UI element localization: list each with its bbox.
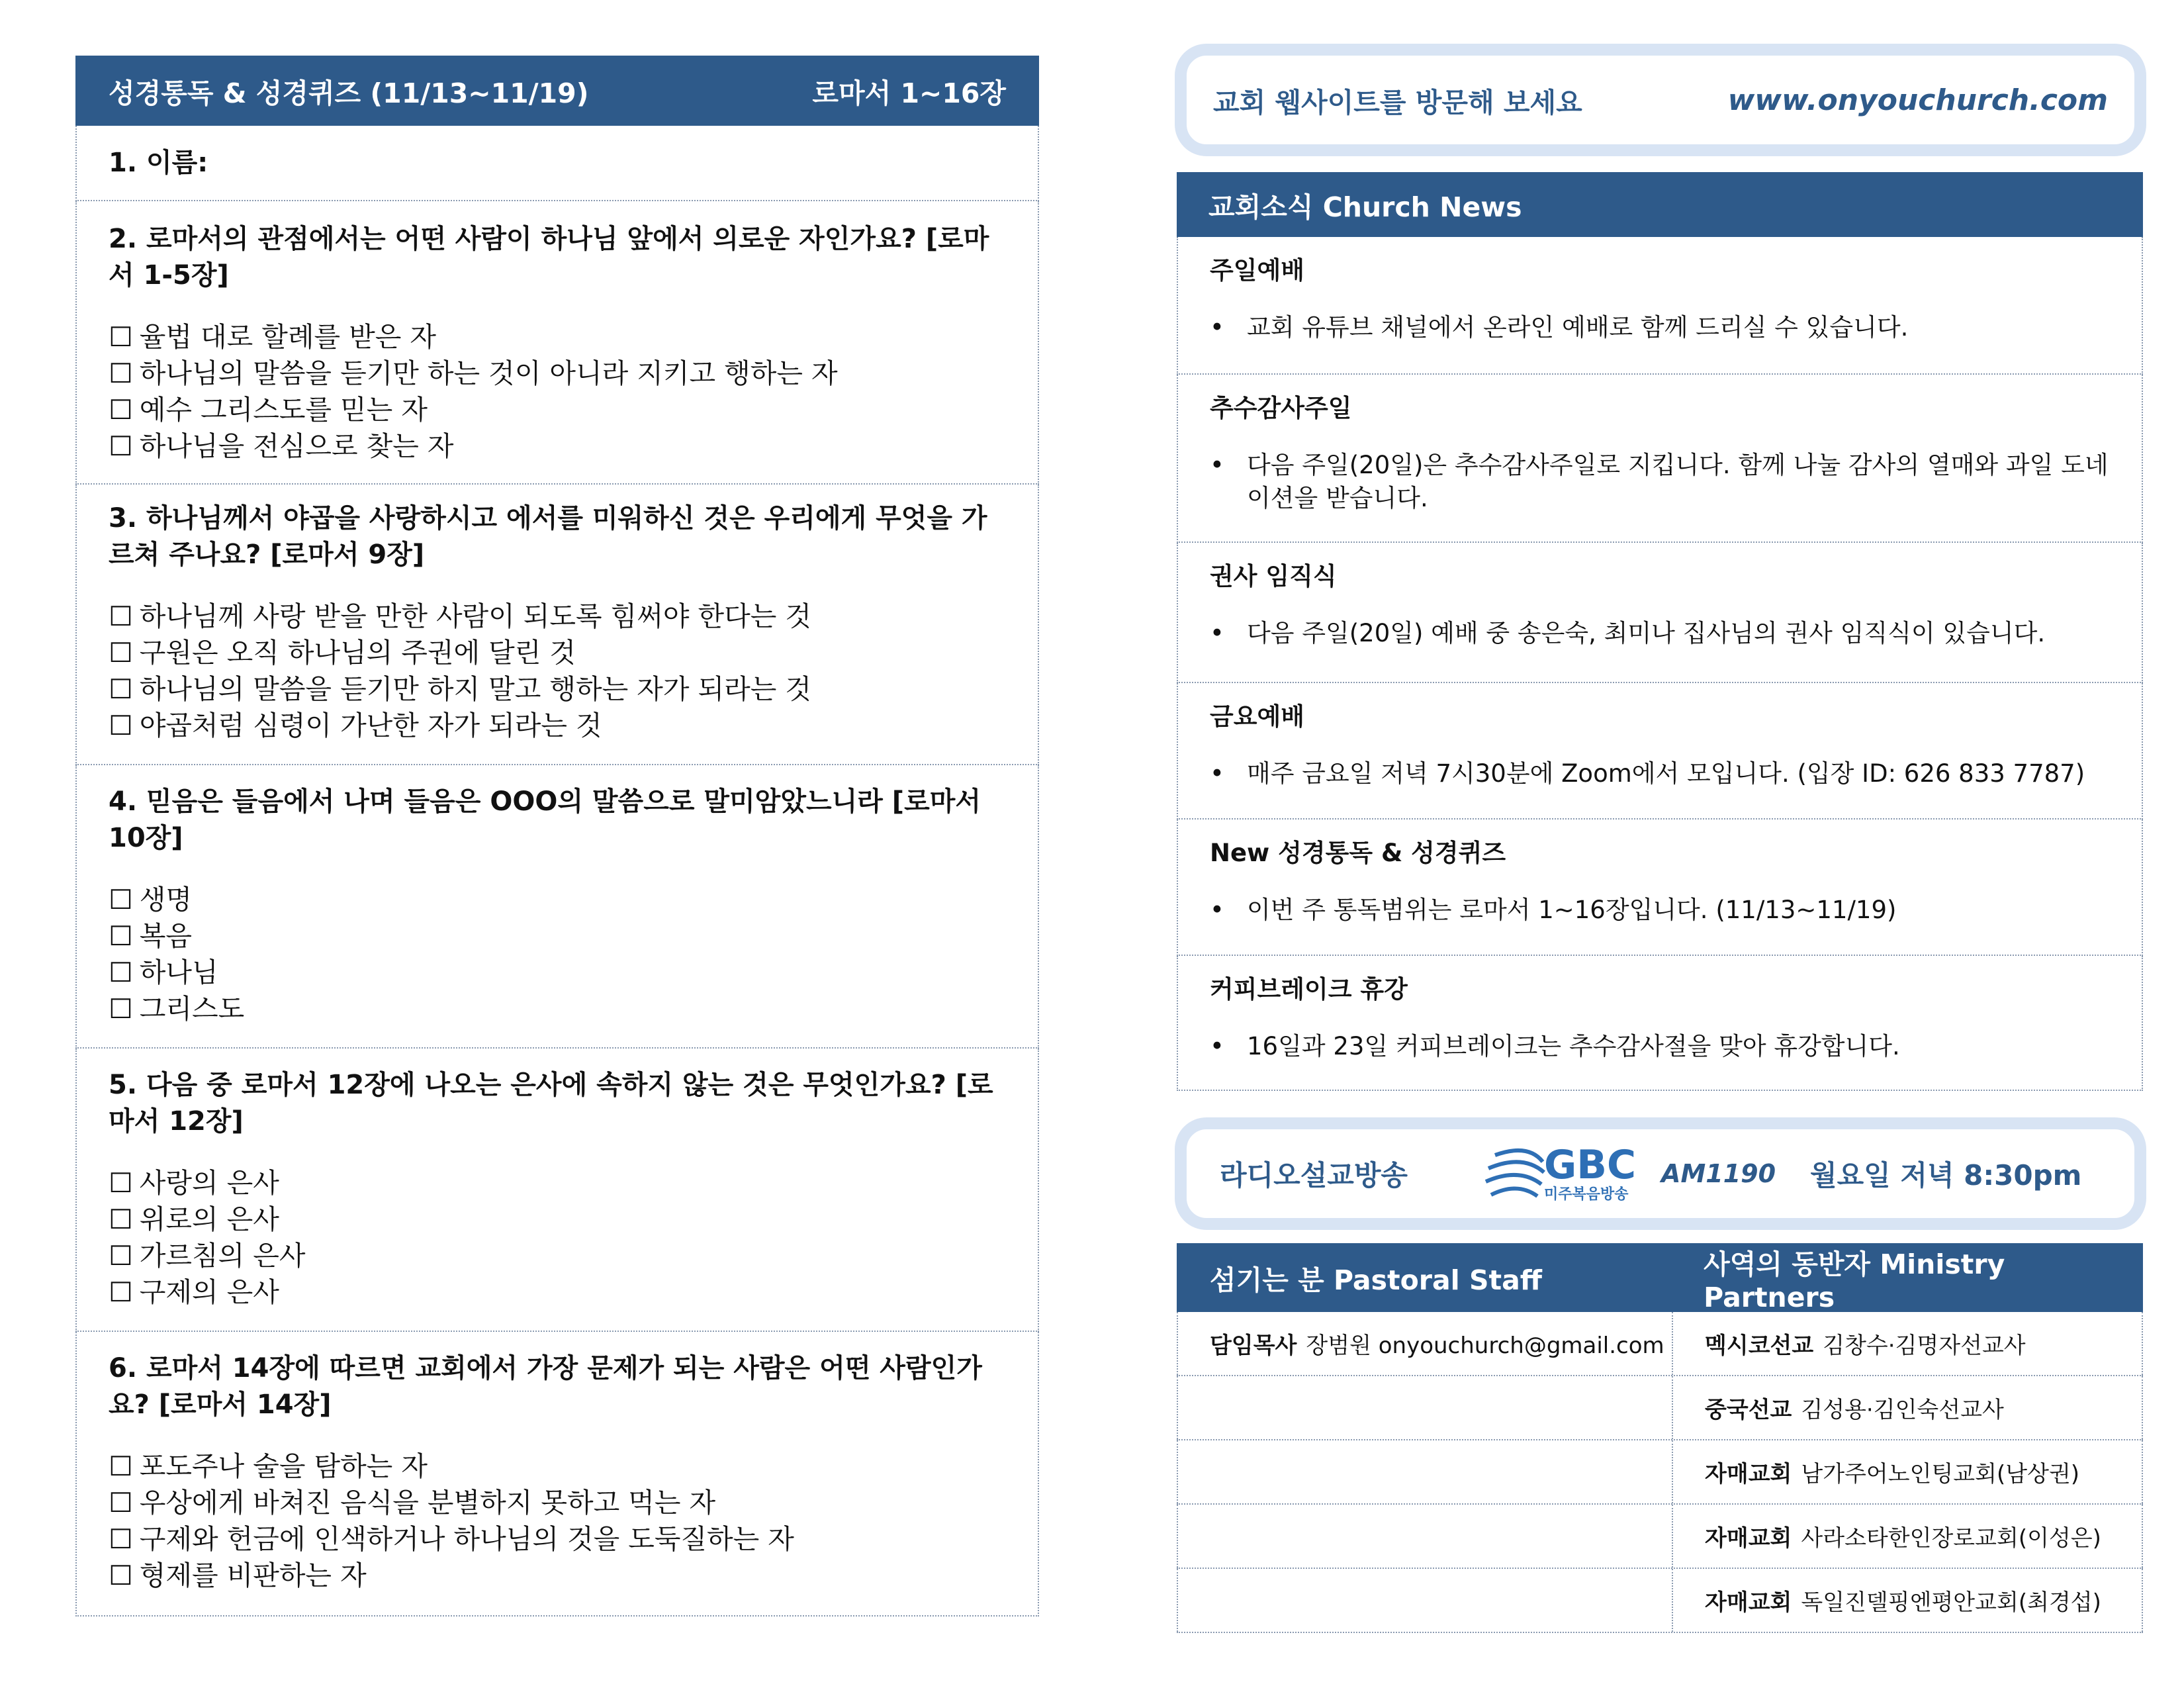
bullet-icon: • (1210, 313, 1224, 342)
quiz-option[interactable]: ☐ 포도주나 술을 탐하는 자 (109, 1450, 428, 1482)
checkbox-icon[interactable]: ☐ (109, 430, 133, 462)
news-item: • 다음 주일(20일)은 추수감사주일로 지킵니다. 함께 나눌 감사의 열매와 과일 도네이션을 받습니다. (1210, 449, 2110, 515)
checkbox-icon[interactable]: ☐ (109, 1523, 133, 1555)
news-section (1177, 543, 2143, 683)
checkbox-icon[interactable]: ☐ (109, 1450, 133, 1482)
partner-name: 김창수·김명자선교사 (1823, 1333, 2026, 1359)
quiz-option[interactable]: ☐ 하나님께 사랑 받을 만한 사람이 되도록 힘써야 한다는 것 (109, 600, 811, 632)
partner-role: 자매교회 (1705, 1461, 1792, 1487)
table-row (1177, 1505, 2143, 1569)
news-section-title: 권사 임직식 (1210, 562, 1337, 590)
staff-table (1177, 1243, 2143, 1633)
table-row (1177, 1569, 2143, 1633)
radio-time: 월요일 저녁 8:30pm (1810, 1159, 2082, 1192)
bullet-icon: • (1210, 1032, 1224, 1060)
quiz-option[interactable]: ☐ 야곱처럼 심령이 가난한 자가 되라는 것 (109, 710, 602, 741)
partner-name: 독일진델핑엔평안교회(최경섭) (1801, 1589, 2101, 1616)
quiz-option[interactable]: ☐ 복음 (109, 920, 192, 952)
checkbox-icon[interactable]: ☐ (109, 993, 133, 1025)
quiz-option[interactable]: ☐ 율법 대로 할례를 받은 자 (109, 321, 436, 353)
news-section (1177, 237, 2143, 375)
table-row (1177, 1312, 2143, 1376)
quiz-option[interactable]: ☐ 구제와 헌금에 인색하거나 하나님의 것을 도둑질하는 자 (109, 1523, 794, 1555)
news-item: • 매주 금요일 저녁 7시30분에 Zoom에서 모입니다. (입장 ID: 626 833 7787) (1210, 757, 2110, 790)
checkbox-icon[interactable]: ☐ (109, 1560, 133, 1591)
quiz-range: 로마서 1~16장 (812, 77, 1006, 109)
checkbox-icon[interactable]: ☐ (109, 600, 133, 632)
checkbox-icon[interactable]: ☐ (109, 1240, 133, 1272)
globe-swoosh-icon (1482, 1142, 1548, 1205)
quiz-option[interactable]: ☐ 우상에게 바쳐진 음식을 분별하지 못하고 먹는 자 (109, 1487, 716, 1519)
quiz-option[interactable]: ☐ 구제의 은사 (109, 1276, 279, 1308)
checkbox-icon[interactable]: ☐ (109, 884, 133, 915)
checkbox-icon[interactable]: ☐ (109, 1203, 133, 1235)
quiz-option[interactable]: ☐ 위로의 은사 (109, 1203, 279, 1235)
checkbox-icon[interactable]: ☐ (109, 357, 133, 389)
quiz-option[interactable]: ☐ 하나님을 전심으로 찾는 자 (109, 430, 454, 462)
news-section (1177, 683, 2143, 820)
table-row (1177, 1376, 2143, 1440)
quiz-name-row (75, 126, 1039, 201)
checkbox-icon[interactable]: ☐ (109, 710, 133, 741)
checkbox-icon[interactable]: ☐ (109, 1276, 133, 1308)
question-text: 3. 하나님께서 야곱을 사랑하시고 에서를 미워하신 것은 우리에게 무엇을 가르쳐 주나요? [로마서 9장] (109, 503, 987, 570)
quiz-option[interactable]: ☐ 사랑의 은사 (109, 1167, 279, 1199)
checkbox-icon[interactable]: ☐ (109, 1167, 133, 1199)
quiz-option[interactable]: ☐ 하나님의 말씀을 듣기만 하지 말고 행하는 자가 되라는 것 (109, 673, 811, 705)
quiz-question-6 (75, 1332, 1039, 1617)
checkbox-icon[interactable]: ☐ (109, 637, 133, 669)
quiz-option[interactable]: ☐ 가르침의 은사 (109, 1240, 306, 1272)
checkbox-icon[interactable]: ☐ (109, 321, 133, 353)
news-item: • 16일과 23일 커피브레이크는 추수감사절을 맞아 휴강합니다. (1210, 1030, 2110, 1063)
news-section-title: 금요예배 (1210, 702, 1304, 731)
bullet-icon: • (1210, 896, 1224, 924)
quiz-question-5 (75, 1049, 1039, 1332)
bullet-icon: • (1210, 759, 1224, 788)
partner-role: 자매교회 (1705, 1589, 1792, 1616)
church-news-panel (1177, 172, 2143, 1091)
news-item: • 이번 주 통독범위는 로마서 1~16장입니다. (11/13~11/19) (1210, 894, 2110, 927)
website-label: 교회 웹사이트를 방문해 보세요 (1213, 86, 1582, 118)
news-section (1177, 956, 2143, 1091)
quiz-name-label: 1. 이름: (109, 147, 208, 178)
partner-role: 멕시코선교 (1705, 1333, 1814, 1359)
quiz-question-4 (75, 765, 1039, 1049)
quiz-option[interactable]: ☐ 하나님 (109, 957, 218, 988)
quiz-option[interactable]: ☐ 하나님의 말씀을 듣기만 하는 것이 아니라 지키고 행하는 자 (109, 357, 838, 389)
quiz-option[interactable]: ☐ 그리스도 (109, 993, 245, 1025)
partner-name: 사라소타한인장로교회(이성은) (1801, 1525, 2101, 1552)
radio-frequency: AM1190 (1661, 1159, 1776, 1188)
news-section (1177, 375, 2143, 543)
news-section-title: 커피브레이크 휴강 (1210, 975, 1408, 1004)
gbc-logo-text: GBC (1544, 1142, 1637, 1188)
quiz-title: 성경통독 & 성경퀴즈 (11/13~11/19) (109, 77, 589, 109)
gbc-logo-subtitle: 미주복음방송 (1544, 1186, 1629, 1203)
partner-role: 자매교회 (1705, 1525, 1792, 1552)
table-row (1177, 1440, 2143, 1505)
checkbox-icon[interactable]: ☐ (109, 957, 133, 988)
question-text: 2. 로마서의 관점에서는 어떤 사람이 하나님 앞에서 의로운 자인가요? [로마서 1-5장] (109, 224, 989, 291)
staff-table-header (1177, 1243, 2143, 1312)
checkbox-icon[interactable]: ☐ (109, 1487, 133, 1519)
website-banner (1175, 44, 2146, 156)
news-section-title: 주일예배 (1210, 256, 1304, 285)
news-header: 교회소식 Church News (1177, 172, 2143, 237)
radio-broadcast-banner (1175, 1117, 2146, 1230)
bullet-icon: • (1210, 451, 1224, 479)
news-item: • 교회 유튜브 채널에서 온라인 예배로 함께 드리실 수 있습니다. (1210, 311, 2110, 344)
quiz-header (75, 56, 1039, 126)
website-url-link[interactable]: www.onyouchurch.com (1727, 83, 2108, 117)
checkbox-icon[interactable]: ☐ (109, 394, 133, 426)
bible-quiz-panel (75, 56, 1039, 1617)
quiz-question-2 (75, 201, 1039, 485)
partner-name: 김성용·김인숙선교사 (1801, 1397, 2004, 1423)
pastoral-staff-header: 섬기는 분 Pastoral Staff (1210, 1264, 1542, 1296)
bullet-icon: • (1210, 619, 1224, 647)
news-section-title: New 성경통독 & 성경퀴즈 (1210, 839, 1506, 867)
question-text: 6. 로마서 14장에 따르면 교회에서 가장 문제가 되는 사람은 어떤 사람인가요? [로마서 14장] (109, 1353, 982, 1420)
partner-name: 남가주어노인팅교회(남상권) (1801, 1461, 2080, 1487)
gbc-logo (1482, 1142, 1636, 1205)
ministry-partners-header: 사역의 동반자 Ministry Partners (1704, 1248, 2005, 1313)
checkbox-icon[interactable]: ☐ (109, 920, 133, 952)
quiz-option[interactable]: ☐ 형제를 비판하는 자 (109, 1560, 367, 1591)
news-item: • 다음 주일(20일) 예배 중 송은숙, 최미나 집사님의 권사 임직식이 있습니다. (1210, 617, 2110, 650)
quiz-option[interactable]: ☐ 구원은 오직 하나님의 주권에 달린 것 (109, 637, 576, 669)
staff-name: 장범원 onyouchurch@gmail.com (1306, 1333, 1664, 1359)
staff-role: 담임목사 (1210, 1333, 1297, 1359)
quiz-option[interactable]: ☐ 생명 (109, 884, 192, 915)
quiz-question-3 (75, 485, 1039, 765)
partner-role: 중국선교 (1705, 1397, 1792, 1423)
quiz-option[interactable]: ☐ 예수 그리스도를 믿는 자 (109, 394, 428, 426)
news-section-title: 추수감사주일 (1210, 394, 1352, 422)
checkbox-icon[interactable]: ☐ (109, 673, 133, 705)
radio-label: 라디오설교방송 (1220, 1159, 1408, 1192)
question-text: 4. 믿음은 들음에서 나며 들음은 OOO의 말씀으로 말미암았느니라 [로마서 10장] (109, 786, 981, 853)
news-section (1177, 820, 2143, 956)
question-text: 5. 다음 중 로마서 12장에 나오는 은사에 속하지 않는 것은 무엇인가요? [로마서 12장] (109, 1070, 993, 1137)
